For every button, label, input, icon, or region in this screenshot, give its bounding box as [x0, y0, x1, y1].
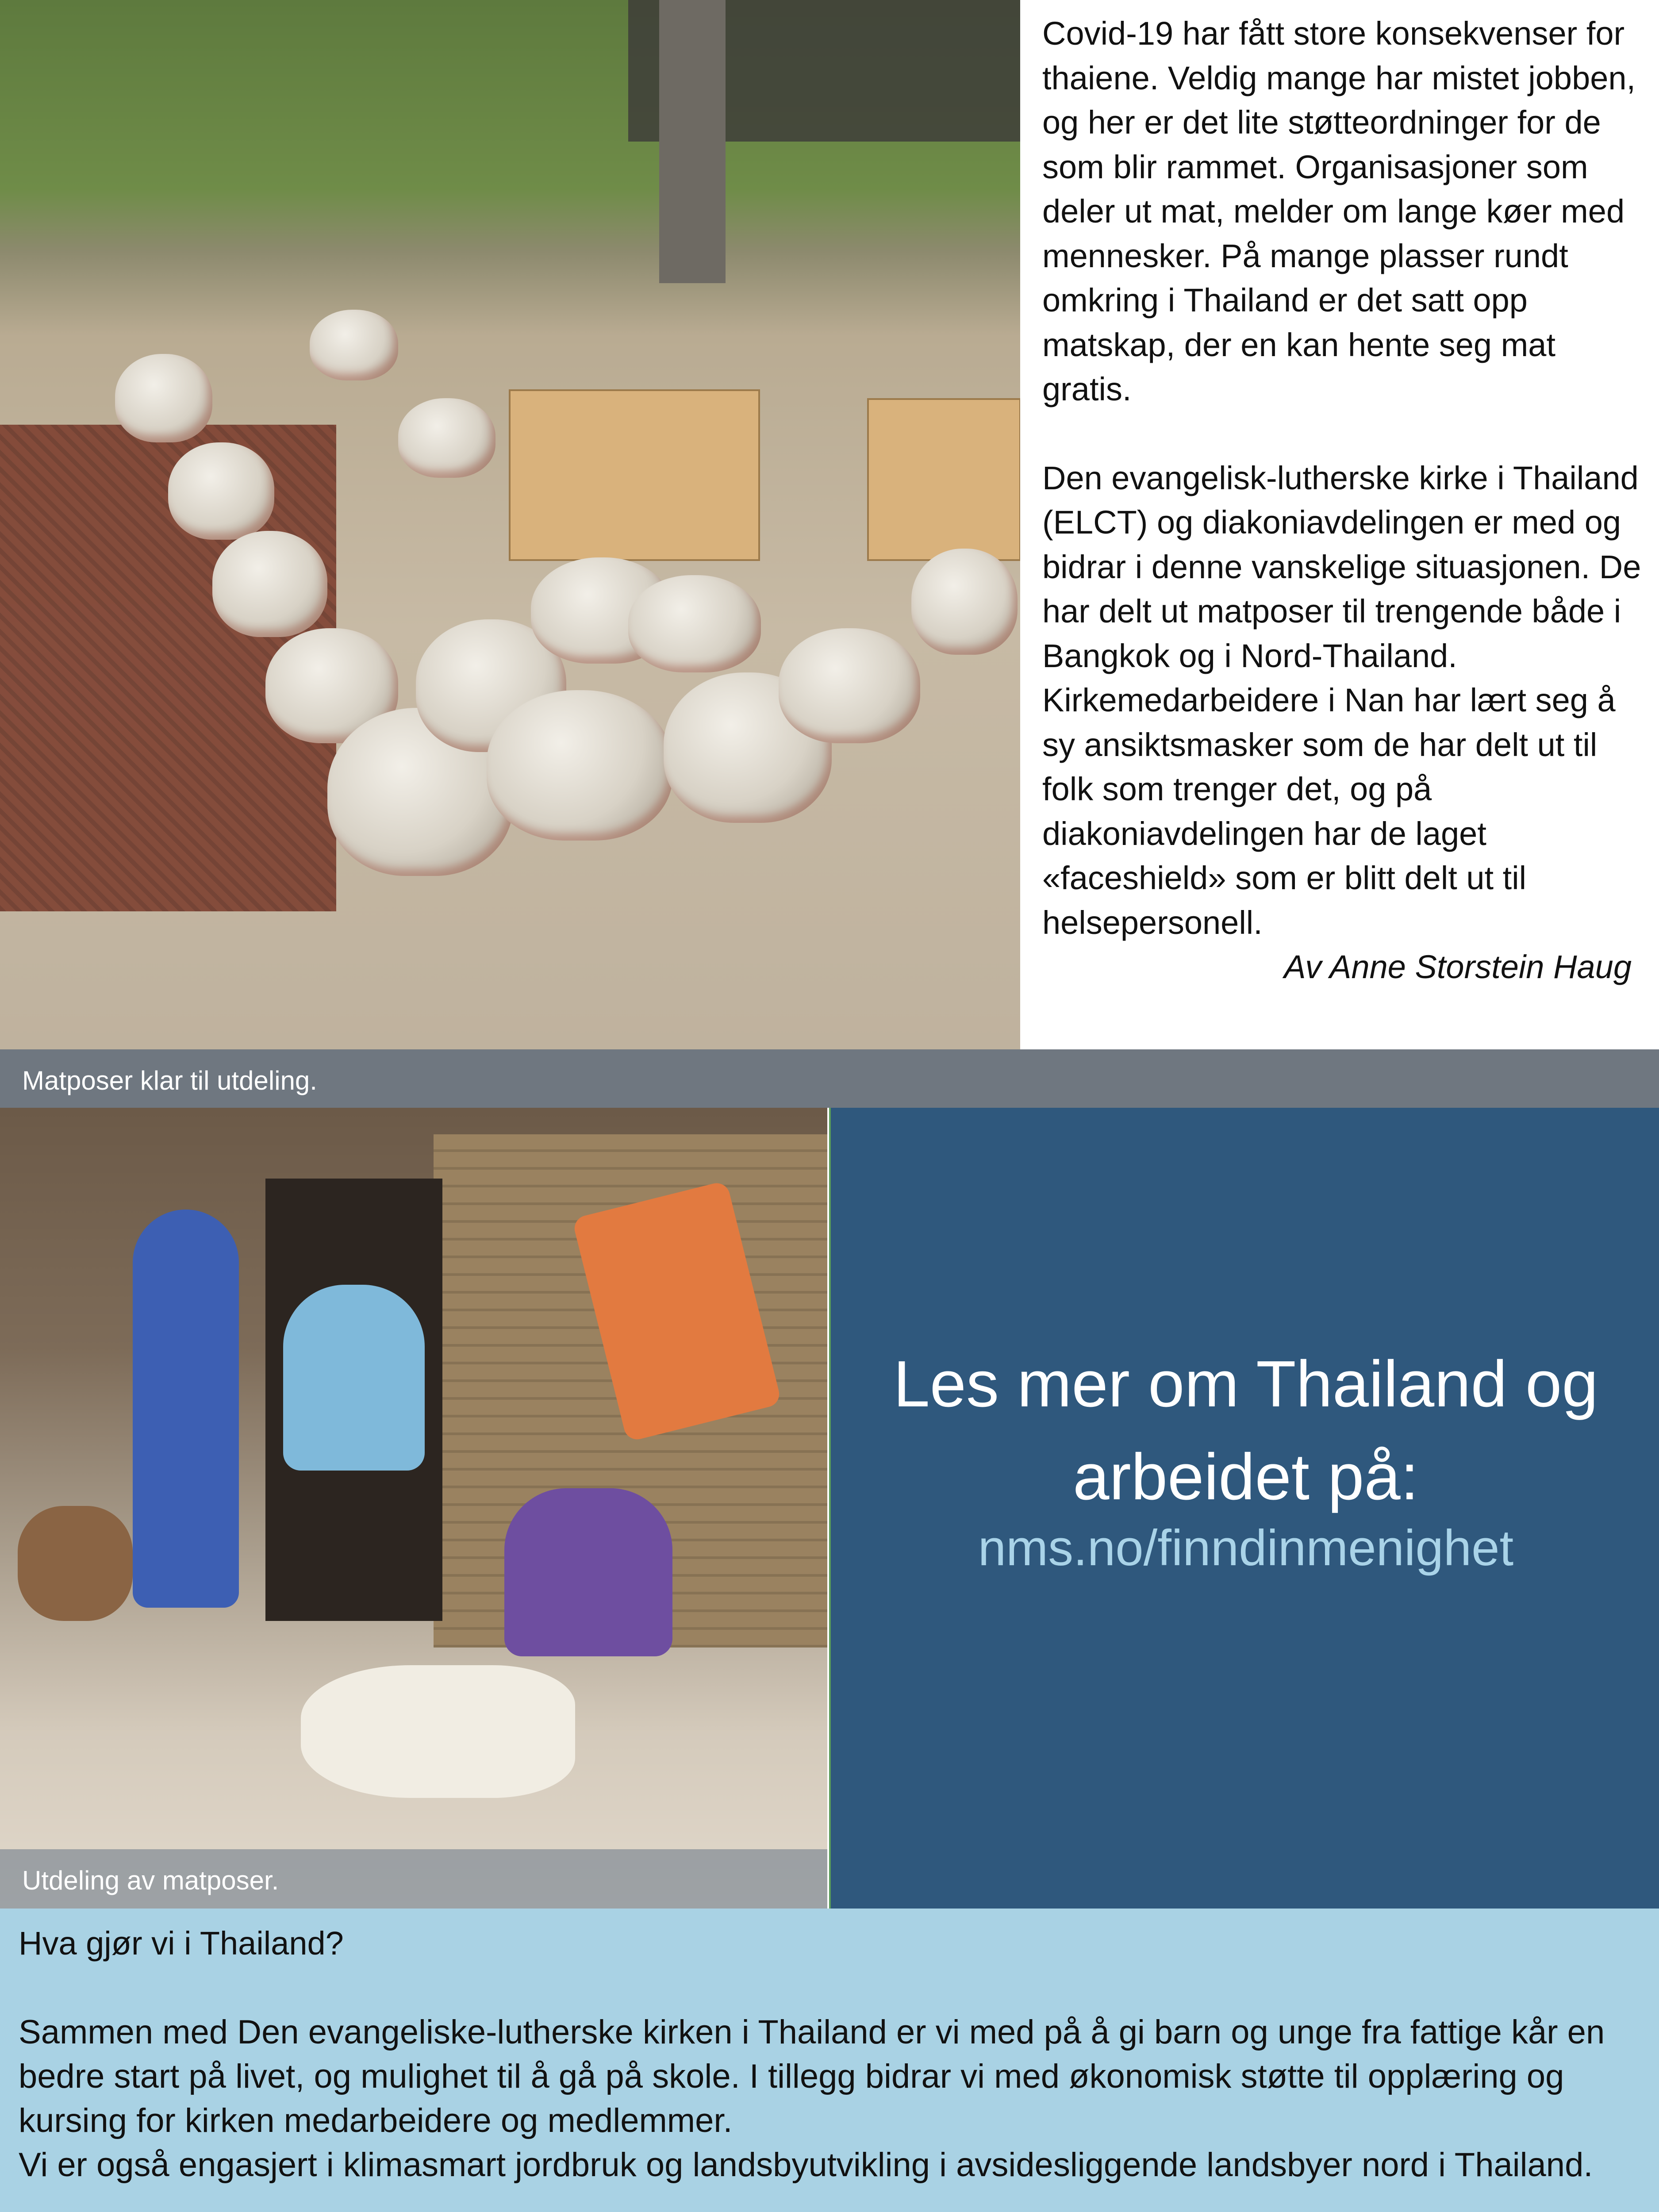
food-bag	[398, 398, 495, 478]
about-section	[0, 1909, 1659, 2212]
caption-text: Utdeling av matposer.	[22, 1866, 279, 1895]
white-cloth	[301, 1665, 575, 1798]
volunteer-figure	[133, 1210, 239, 1608]
food-bag	[212, 531, 327, 637]
food-bag	[168, 442, 274, 540]
heading-line-2: arbeidet på:	[1073, 1440, 1419, 1513]
photo-caption-food-bags	[0, 1049, 1659, 1108]
volunteer-figure	[283, 1285, 425, 1471]
section-paragraph-1: Sammen med Den evangeliske-lutherske kirken i Thailand er vi med på å gi barn og unge fra fattige kår en bedre start på livet, og mulighet til å gå på skole. I tillegg bidrar vi med økonomisk støtte til opplæring og kursing for kirken medarbeidere og medlemmer.	[19, 2013, 1605, 2139]
article-text	[1042, 12, 1648, 990]
article-paragraph-2: Den evangelisk-lutherske kirke i Thailand (ELCT) og diakoniavdelingen er med og bidrar i denne vanskelige situasjonen. De har delt ut matposer til trengende både i Bangkok og i Nord-Thailand. Kirkemedarbeidere i Nan har lært seg å sy ansiktsmasker som de har delt ut til folk som trenger det, og på diakoniavdelingen har de laget «faceshield» som er blitt delt ut til helsepersonell.	[1042, 459, 1641, 941]
article-paragraph-1: Covid-19 har fått store konsekvenser for thaiene. Veldig mange har mistet jobben, og her er det lite støtteordninger for de som blir rammet. Organisasjoner som deler ut mat, melder om lange køer med mennesker. På mange plasser rundt omkring i Thailand er det satt opp matskap, der en kan hente seg mat gratis.	[1042, 15, 1636, 407]
distribution-photo	[0, 1108, 827, 1909]
nms-link[interactable]: nms.no/finndinmenighet	[978, 1520, 1514, 1576]
caption-text: Matposer klar til utdeling.	[22, 1066, 317, 1095]
heading-line-1: Les mer om Thailand og	[893, 1348, 1598, 1421]
photo-caption-distribution	[0, 1849, 827, 1909]
food-bag	[911, 549, 1018, 655]
read-more-heading	[831, 1338, 1659, 1524]
section-heading: Hva gjør vi i Thailand?	[19, 1925, 344, 1962]
food-bag	[310, 310, 398, 380]
concrete-pillar	[659, 0, 726, 283]
cardboard-box	[867, 398, 1020, 561]
article-author: Av Anne Storstein Haug	[1284, 949, 1632, 985]
section-paragraph-2: Vi er også engasjert i klimasmart jordbruk og landsbyutvikling i avsidesliggende landsbyer nord i Thailand.	[19, 2146, 1593, 2184]
dog-figure	[18, 1506, 133, 1621]
recipient-figure	[504, 1488, 672, 1656]
food-bag	[115, 354, 212, 442]
food-bags-photo	[0, 0, 1020, 1049]
cardboard-box	[509, 389, 760, 561]
food-bag	[487, 690, 672, 841]
section-body	[19, 2010, 1629, 2187]
read-more-panel	[829, 1108, 1659, 1909]
food-bag	[779, 628, 920, 743]
food-bag	[628, 575, 761, 672]
